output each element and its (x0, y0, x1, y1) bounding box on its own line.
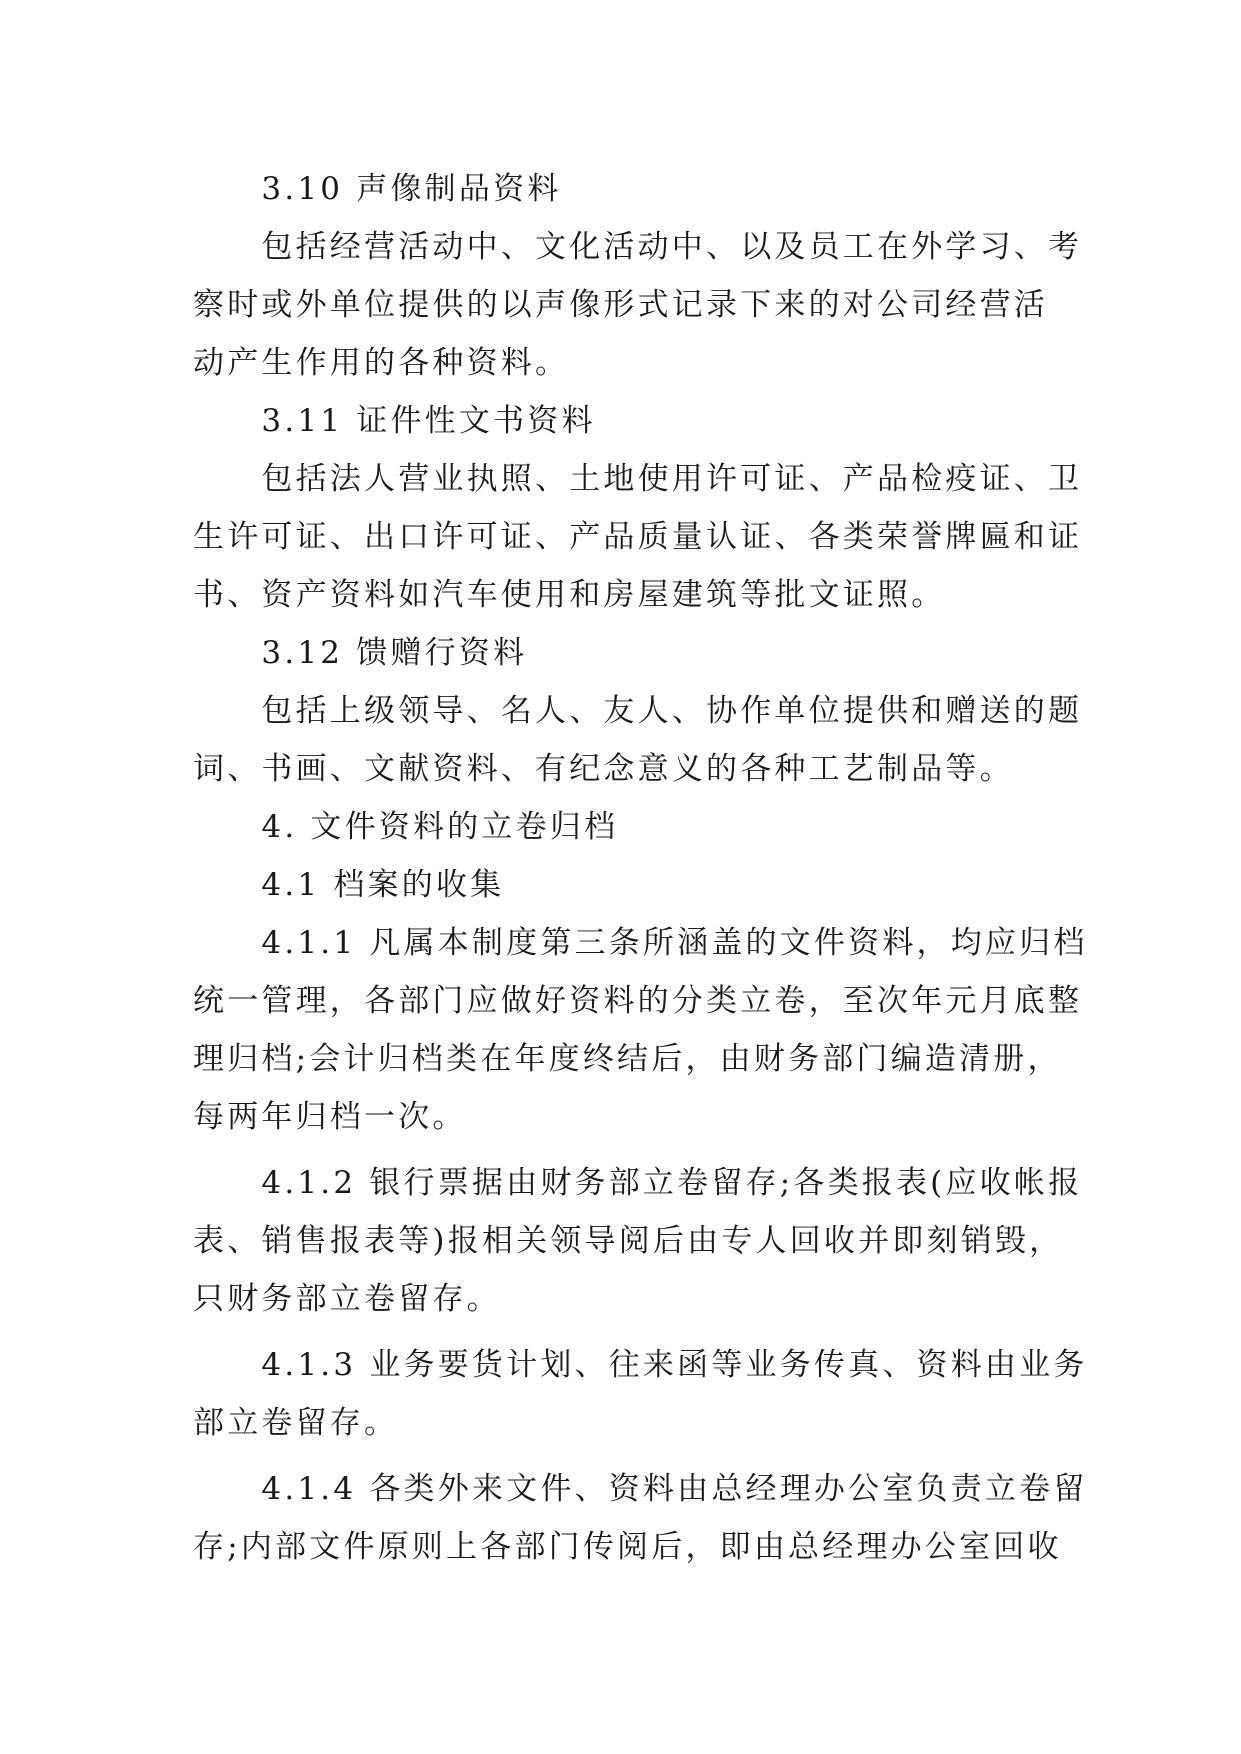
paragraph-line: 4.1.4 各类外来文件、资料由总经理办公室负责立卷留 (193, 1471, 1088, 1507)
paragraph-line: 表、销售报表等)报相关领导阅后由专人回收并即刻销毁， (193, 1223, 1064, 1259)
section-heading-4-1: 4.1 档案的收集 (193, 867, 505, 903)
section-heading-3-12: 3.12 馈赠行资料 (193, 635, 528, 671)
section-heading-3-10: 3.10 声像制品资料 (193, 171, 562, 207)
paragraph-line: 察时或外单位提供的以声像形式记录下来的对公司经营活 (193, 287, 1048, 323)
paragraph-line: 词、书画、文献资料、有纪念意义的各种工艺制品等。 (193, 751, 1014, 787)
paragraph-line: 包括经营活动中、文化活动中、以及员工在外学习、考 (193, 229, 1083, 265)
paragraph-line: 4.1.2 银行票据由财务部立卷留存;各类报表(应收帐报 (193, 1165, 1083, 1201)
paragraph-line: 生许可证、出口许可证、产品质量认证、各类荣誉牌匾和证 (193, 519, 1083, 555)
section-heading-4: 4. 文件资料的立卷归档 (193, 809, 619, 845)
paragraph-line: 理归档;会计归档类在年度终结后，由财务部门编造清册， (193, 1041, 1062, 1077)
paragraph-line: 书、资产资料如汽车使用和房屋建筑等批文证照。 (193, 577, 946, 613)
paragraph-line: 统一管理，各部门应做好资料的分类立卷，至次年元月底整 (193, 983, 1083, 1019)
paragraph-line: 只财务部立卷留存。 (193, 1281, 501, 1317)
paragraph-gap (193, 1452, 1053, 1460)
paragraph-line: 部立卷留存。 (193, 1405, 399, 1441)
paragraph-line: 4.1.1 凡属本制度第三条所涵盖的文件资料，均应归档 (193, 925, 1088, 961)
paragraph-line: 每两年归档一次。 (193, 1099, 467, 1135)
paragraph-line: 4.1.3 业务要货计划、往来函等业务传真、资料由业务 (193, 1347, 1088, 1383)
section-heading-3-11: 3.11 证件性文书资料 (193, 403, 596, 439)
document-body (193, 160, 1088, 1576)
paragraph-line: 存;内部文件原则上各部门传阅后，即由总经理办公室回收 (193, 1529, 1062, 1565)
paragraph-gap (193, 1328, 1053, 1336)
paragraph-gap (193, 1146, 1053, 1154)
paragraph-line: 包括上级领导、名人、友人、协作单位提供和赠送的题 (193, 693, 1083, 729)
paragraph-line: 包括法人营业执照、土地使用许可证、产品检疫证、卫 (193, 461, 1083, 497)
paragraph-line: 动产生作用的各种资料。 (193, 345, 570, 381)
